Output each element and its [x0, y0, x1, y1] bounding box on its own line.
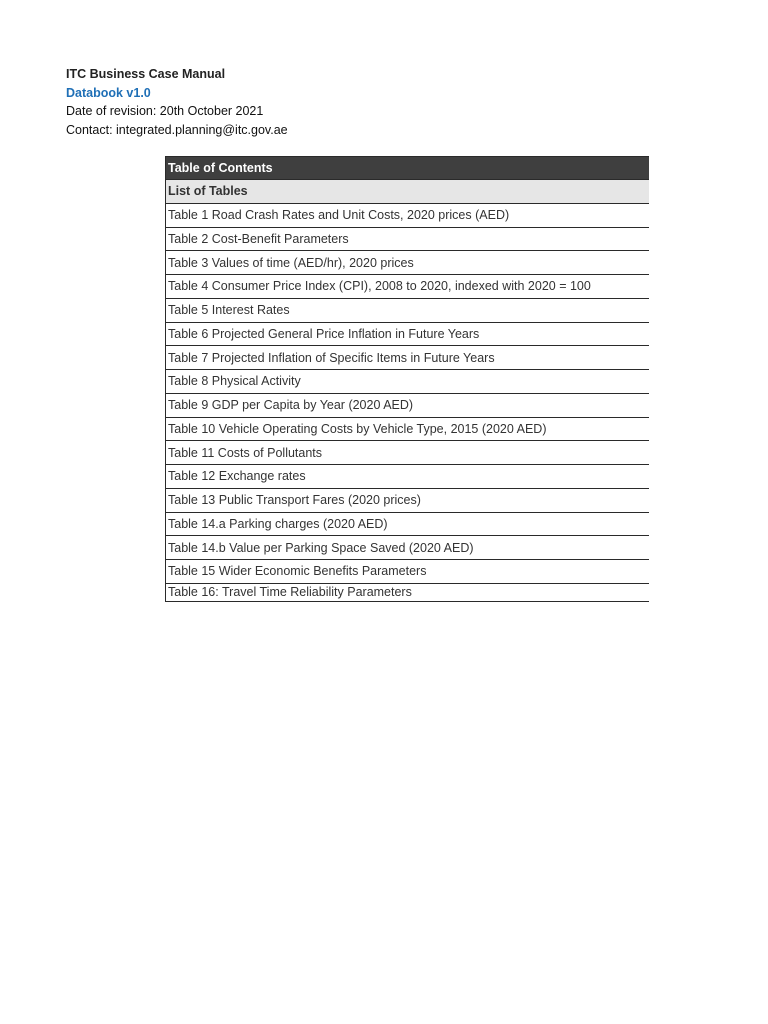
toc-item-table-16[interactable]: Table 16: Travel Time Reliability Parameters [165, 584, 649, 602]
databook-version: Databook v1.0 [66, 85, 151, 100]
toc-item-table-5[interactable]: Table 5 Interest Rates [165, 299, 649, 323]
toc-subheading: List of Tables [165, 180, 649, 204]
toc-item-table-9[interactable]: Table 9 GDP per Capita by Year (2020 AED) [165, 394, 649, 418]
manual-title: ITC Business Case Manual [66, 67, 226, 81]
toc-item-table-2[interactable]: Table 2 Cost-Benefit Parameters [165, 228, 649, 252]
toc-item-table-11[interactable]: Table 11 Costs of Pollutants [165, 441, 649, 465]
toc-item-table-3[interactable]: Table 3 Values of time (AED/hr), 2020 prices [165, 251, 649, 275]
revision-date: Date of revision: 20th October 2021 [66, 104, 264, 118]
contact-email: Contact: integrated.planning@itc.gov.ae [66, 122, 288, 137]
toc-item-table-7[interactable]: Table 7 Projected Inflation of Specific Items in Future Years [165, 346, 649, 370]
toc-item-table-14a[interactable]: Table 14.a Parking charges (2020 AED) [165, 513, 649, 537]
toc-item-table-1[interactable]: Table 1 Road Crash Rates and Unit Costs, 2020 prices (AED) [165, 204, 649, 228]
toc-item-table-15[interactable]: Table 15 Wider Economic Benefits Parameters [165, 560, 649, 584]
document-header [66, 65, 288, 139]
toc-item-table-13[interactable]: Table 13 Public Transport Fares (2020 prices) [165, 489, 649, 513]
toc-item-table-4[interactable]: Table 4 Consumer Price Index (CPI), 2008 to 2020, indexed with 2020 = 100 [165, 275, 649, 299]
toc-item-table-10[interactable]: Table 10 Vehicle Operating Costs by Vehicle Type, 2015 (2020 AED) [165, 418, 649, 442]
toc-item-table-12[interactable]: Table 12 Exchange rates [165, 465, 649, 489]
table-of-contents [165, 156, 649, 602]
toc-item-table-14b[interactable]: Table 14.b Value per Parking Space Saved (2020 AED) [165, 536, 649, 560]
toc-item-table-6[interactable]: Table 6 Projected General Price Inflation in Future Years [165, 323, 649, 347]
toc-heading: Table of Contents [165, 156, 649, 180]
toc-item-table-8[interactable]: Table 8 Physical Activity [165, 370, 649, 394]
